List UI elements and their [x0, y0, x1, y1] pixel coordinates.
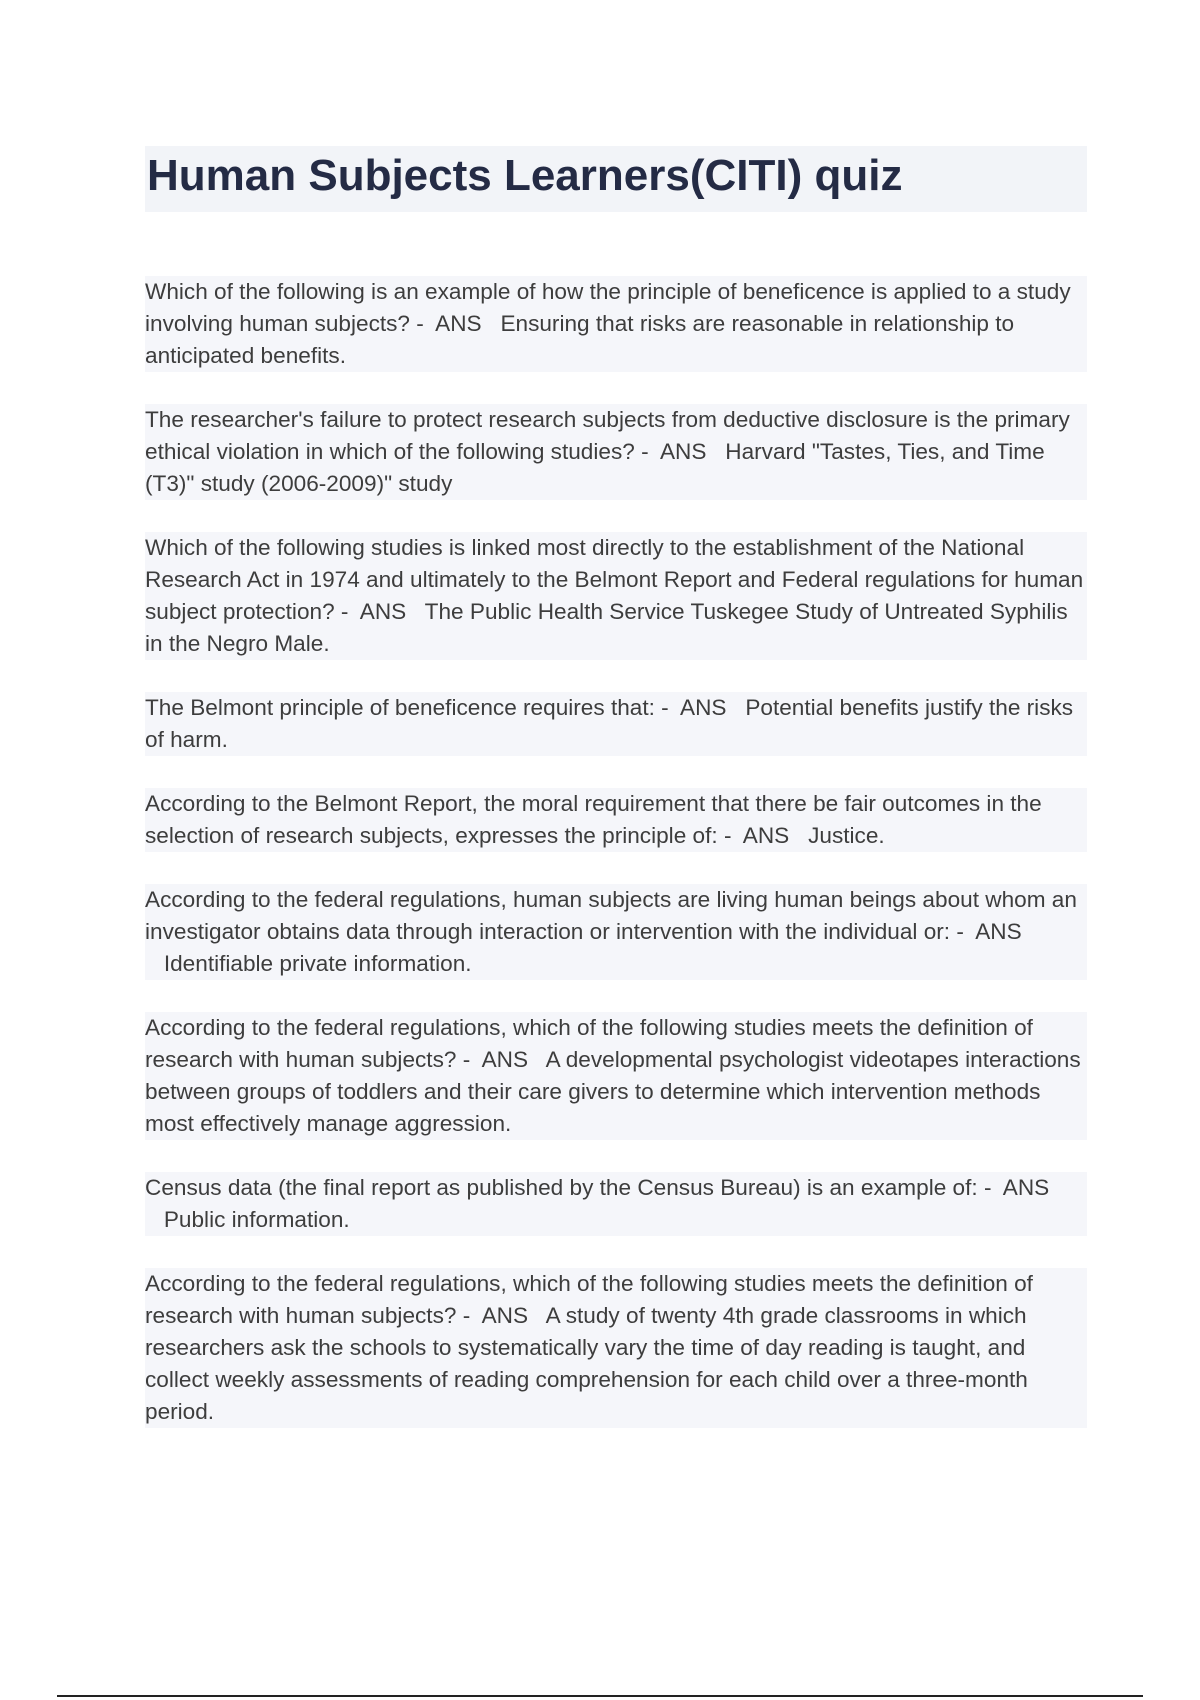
question-text: The researcher's failure to protect research subjects from deductive disclosure is the primary ethical violation in which of the following studies?	[145, 407, 1070, 464]
question-text: The Belmont principle of beneficence requires that:	[145, 695, 655, 720]
title-block	[145, 146, 1087, 212]
answer-marker: ANS	[481, 1047, 529, 1072]
answer-gap	[726, 695, 745, 720]
qa-item	[145, 404, 1087, 500]
separator: -	[977, 1175, 1003, 1200]
answer-marker: ANS	[1002, 1175, 1050, 1200]
qa-item	[145, 1012, 1087, 1140]
answer-marker: ANS	[680, 695, 727, 720]
answer-gap	[145, 951, 164, 976]
separator: -	[950, 919, 976, 944]
question-text: Which of the following is an example of how the principle of beneficence is applied to a study involving human subjects?	[145, 279, 1071, 336]
separator: -	[410, 311, 436, 336]
qa-item	[145, 532, 1087, 660]
separator: -	[654, 695, 681, 720]
question-text: According to the federal regulations, which of the following studies meets the definition of research with human subjects?	[145, 1271, 1033, 1328]
answer-gap	[528, 1303, 546, 1328]
answer-gap	[528, 1047, 546, 1072]
answer-gap	[406, 599, 424, 624]
answer-marker: ANS	[359, 599, 407, 624]
answer-marker: ANS	[742, 823, 790, 848]
separator: -	[634, 439, 660, 464]
answer-text: A developmental psychologist videotapes interactions between groups of toddlers and their care givers to determine which intervention methods most effectively manage aggression.	[145, 1047, 1081, 1136]
answer-gap	[482, 311, 501, 336]
answer-marker: ANS	[659, 439, 707, 464]
question-text: According to the federal regulations, which of the following studies meets the definition of research with human subjects?	[145, 1015, 1033, 1072]
answer-marker: ANS	[481, 1303, 529, 1328]
answer-text: Justice.	[808, 823, 885, 848]
qa-item	[145, 276, 1087, 372]
question-text: Which of the following studies is linked most directly to the establishment of the National Research Act in 1974 and ultimately to the Belmont Report and Federal regulations for human subject protection?	[145, 535, 1084, 624]
separator: -	[334, 599, 360, 624]
answer-text: Public information.	[163, 1207, 350, 1232]
question-text: According to the Belmont Report, the moral requirement that there be fair outcomes in the selection of research subjects, expresses the principle of:	[145, 791, 1042, 848]
answer-text: Ensuring that risks are reasonable in relationship to anticipated benefits.	[145, 311, 1015, 368]
qa-item	[145, 692, 1087, 756]
answer-text: The Public Health Service Tuskegee Study of Untreated Syphilis in the Negro Male.	[145, 599, 1068, 656]
qa-item	[145, 788, 1087, 852]
separator: -	[456, 1303, 482, 1328]
question-text: According to the federal regulations, human subjects are living human beings about whom an investigator obtains data through interaction or intervention with the individual or:	[145, 887, 1077, 944]
separator: -	[717, 823, 743, 848]
answer-text: Identifiable private information.	[163, 951, 472, 976]
qa-list	[145, 276, 1087, 1460]
separator: -	[456, 1047, 482, 1072]
qa-item	[145, 1268, 1087, 1428]
qa-item	[145, 884, 1087, 980]
answer-text: Potential benefits justify the risks of harm.	[145, 695, 1074, 752]
footer-divider	[57, 1695, 1143, 1697]
answer-text: Harvard "Tastes, Ties, and Time (T3)" study (2006-2009)" study	[145, 439, 1045, 496]
answer-marker: ANS	[435, 311, 482, 336]
answer-gap	[145, 1207, 164, 1232]
answer-text: A study of twenty 4th grade classrooms in which researchers ask the schools to systematically vary the time of day reading is taught, and collect weekly assessments of reading comprehension for each child over a three-month period.	[145, 1303, 1028, 1424]
answer-marker: ANS	[975, 919, 1022, 944]
answer-gap	[789, 823, 808, 848]
qa-item	[145, 1172, 1087, 1236]
question-text: Census data (the final report as published by the Census Bureau) is an example of:	[145, 1175, 978, 1200]
answer-gap	[706, 439, 725, 464]
page-title: Human Subjects Learners(CITI) quiz	[147, 151, 903, 200]
